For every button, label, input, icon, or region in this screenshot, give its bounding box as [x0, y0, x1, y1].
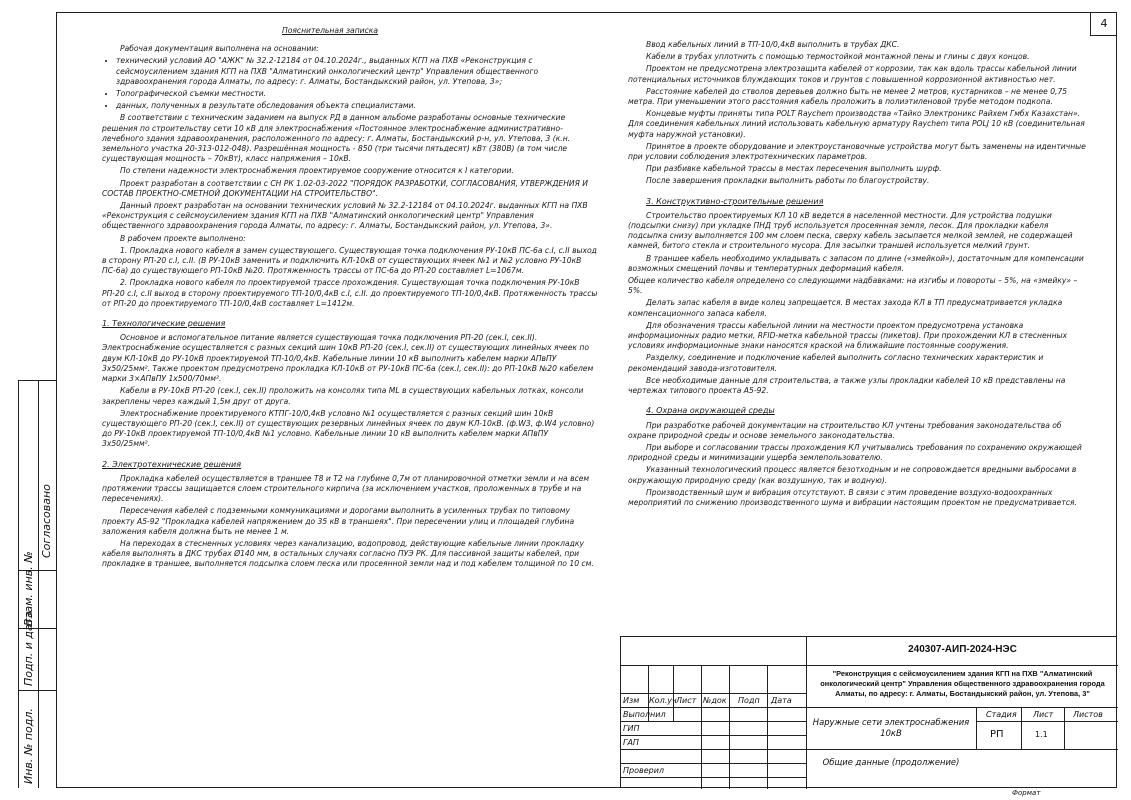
right-column: [628, 40, 1090, 510]
paragraph: 1. Прокладка нового кабеля в замен существующего. Существующая точка подключения РУ-10кВ ПС-6а с.I, с.II выход в сторону РП-20 с.I, с.II. (В РУ-10кВ заменить и подключить КЛ-10кВ от существующих ячеек №1 и №2 условно РУ-10кВ ПС-6а) до существующего РП-10кВ №20. Протяженность трассы от ПС-6а до РП-20 составляет L=1067м.: [102, 245, 597, 276]
paragraph: Электроснабжение проектируемого КТПГ-10/0,4кВ условно №1 осуществляется с разных секций шин 10кВ существующего РП-20 (сек.I, сек.II) от существующих резервных линейных ячеек по двум КЛ-10кВ. (ф.W3, ф.W4 условно) до РУ-10кВ проектируемой ТП-10/0,4кВ №1 условно. Кабельные линии 10 кВ выполнить кабелем марки АПвПУ 3х50/25мм².: [102, 408, 595, 449]
sheet-header: Лист: [1033, 710, 1054, 719]
paragraph: Пересечения кабелей с подземными коммуникациями и дорогами выполнить в усиленных трубах по типовому проекту А5-92 "Прокладка кабелей напряжением до 35 кВ в траншеях". При пересечении улиц и площадей глубина заложения кабеля должна быть не менее 1 м.: [102, 506, 575, 536]
header-ndok: №док: [703, 696, 727, 705]
list-item: • технический условий АО "АЖК" № 32.2-12184 от 04.10.2024г., выданных КГП на ПХВ «Реконструкция с сейсмоусилением здания КГП на ПХВ "Алматинский онкологический центр" Управления общественного здравоохранения города Алматы, по адресу: г. Алматы, Бостандыкский район, ул. Утепова, 3»;: [116, 56, 598, 87]
paragraph: Данный проект разработан на основании технических условий № 32.2-12184 от 04.10.2024г. выданных КГП на ПХВ «Реконструкция с сейсмоусилением здания КГП на ПХВ "Алматинский онкологический центр" Управления общественного здравоохранения города Алматы, по адресу: г. Алматы, Бостандыкский район, ул. Утепова, 3».: [102, 201, 588, 231]
sheets-header: Листов: [1073, 710, 1103, 719]
header-izm: Изм: [623, 696, 640, 705]
header-kol-uch: Кол.уч: [649, 696, 677, 705]
format-label: Формат: [1012, 789, 1041, 797]
paragraph: При разработке рабочей документации на строительство КЛ учтены требования законодательства об охране природной среды и основе земельного законодательства.: [628, 420, 1062, 440]
paragraph: Концевые муфты приняты типа POLT Raychem производства «Тайко Электроникс Райхем Гмбх Казахстан». Для соединения кабельных линий использовать кабельную арматуру Raychem типа POLJ 10 кВ (соединительная муфта наружной установки).: [628, 109, 1085, 139]
paragraph: По степени надежности электроснабжения проектируемое сооружение относится к I категории.: [120, 166, 514, 176]
paragraph: После завершения прокладки выполнить работы по благоустройству.: [646, 176, 930, 186]
paragraph: Прокладка кабелей осуществляется в траншее Т8 и Т2 на глубине 0,7м от планировочной отметки земли и на всем протяжении трассы защищается слоем строительного кирпича (за исключением участков, проложенных в трубе и на пересечениях).: [102, 473, 590, 504]
project-title: "Реконструкция с сейсмоусилением здания КГП на ПХВ "Алматинский онкологический центр" Управления общественного здравоохранения города Алматы, по адресу: г. Алматы, Бостандыкский район, ул. Утепова, 3": [820, 669, 1105, 698]
paragraph: В рабочем проекте выполнено:: [120, 233, 246, 243]
paragraph: При выборе и согласовании трассы прохождения КЛ учитывались требования по сохранению окружающей природной среды и минимизации ущерба землепользователю.: [628, 442, 1082, 463]
stage-value: РП: [990, 729, 1004, 740]
paragraph: Разделку, соединение и подключение кабелей выполнить согласно технических характеристик и рекомендаций завода-изготовителя.: [628, 353, 1044, 373]
binding-strip: [18, 380, 56, 788]
section-heading: 2. Электротехнические решения: [102, 459, 242, 469]
note-title: Пояснительная записка: [281, 26, 379, 35]
section-heading: 4. Охрана окружающей среды: [646, 406, 775, 416]
document-code: 240307-АИП-2024-НЭС: [908, 644, 1017, 655]
role-proveril: Проверил: [623, 766, 665, 775]
title-block: [620, 636, 1117, 788]
paragraph: 2. Прокладка нового кабеля по проектируемой трассе прохождения. Существующая точка подключения РУ-10кВ РП-20 с.I, с.II выход в сторону проектируемого ТП-10/0,4кВ с.I, с.II. до проектируемого ТП-10/0,4кВ. Протяженность трассы от РП-20 до проектируемого ТП-10/0,4кВ составляет L=1412м.: [102, 278, 598, 308]
paragraph: Рабочая документация выполнена на основании:: [120, 44, 319, 54]
page-number: 4: [1090, 12, 1117, 36]
paragraph: Кабели в РУ-10кВ РП-20 (сек.I, сек.II) проложить на консолях типа ML в существующих кабельных лотках, консоли закреплены через каждый 1,5м друг от друга.: [102, 386, 584, 406]
section-heading: 1. Технологические решения: [102, 319, 226, 329]
list-item: • данных, полученных в результате обследования объекта специалистами.: [116, 101, 598, 111]
paragraph: Делать запас кабеля в виде колец запрещается. В местах захода КЛ в ТП предусматривается укладка компенсационного запаса кабеля.: [628, 298, 1063, 318]
paragraph: Расстояние кабелей до стволов деревьев должно быть не менее 2 метров, кустарников – не менее 0,75 метра. При уменьшении этого расстояния кабель проложить в полиэтиленовой трубе методом подкопа.: [628, 86, 1068, 107]
strip-soglasovano: Согласовано: [40, 484, 53, 558]
paragraph: Строительство проектируемых КЛ 10 кВ ведется в населенной местности. Для устройства подушки (подсыпки снизу) при укладке ПНД труб используется просеянная земля, песок. Для прокладки кабеля подсыпка снизу выполняется 100 мм слоем песка, сверху кабель засыпается мелкой землей, не содержащей камней, битого стекла и строительного мусора. Для засыпки траншей используется мелкий грунт.: [628, 210, 1073, 251]
strip-inv-podl: Инв. № подл.: [22, 708, 35, 784]
list-item: • Топографической съемки местности.: [116, 89, 598, 99]
object-name: Наружные сети электроснабжения 10кВ: [812, 717, 970, 738]
paragraph: На переходах в стесненных условиях через канализацию, водопровод, действующие кабельные линии прокладку кабеля выполнять в ДКС трубах Ø140 мм, в остальных случаях согласно ПУЭ РК. Для пассивной защиты кабелей, при прокладке в траншее, выполняется подсыпка слоем песка или просеянной земли над и под кабелем толщиной по 10 см.: [102, 538, 594, 569]
paragraph: Принятое в проекте оборудование и электроустановочные устройства могут быть заменены на идентичные при условии соблюдения электротехнических параметров.: [628, 141, 1086, 162]
paragraph: Указанный технологический процесс является безотходным и не сопровождается вредными выбросами в окружающую природную среду (как воздушную, так и водную).: [628, 465, 1077, 485]
header-list: Лист: [676, 696, 697, 705]
paragraph: Все необходимые данные для строительства, а также узлы прокладки кабелей 10 кВ представлены на чертежах типового проекта А5-92.: [628, 375, 1066, 396]
stage-header: Стадия: [986, 710, 1017, 719]
paragraph: Для обозначения трассы кабельной линии на местности проектом предусмотрена установка информационных радио метки, RFID-метка кабельной трассы (пикетов). При прохождении КЛ в стесненных условиях информационные знаки наносятся краской на ближайшие постоянные сооружения.: [628, 320, 1068, 351]
paragraph: В траншее кабель необходимо укладывать с запасом по длине («змейкой»), достаточным для компенсации возможных смещений почвы и температурных деформаций кабеля.: [628, 253, 1084, 273]
paragraph: Основное и вспомогательное питание является существующая точка подключения РП-20 (сек.I, сек.II). Электроснабжение осуществляется с разных секций шин 10кВ РП-20 (сек.I, сек.II) от существующих линейных ячеек по двум КЛ-10кВ до РУ-10кВ проектируемой ТП-10/0,4кВ. Кабельные линии 10 кВ выполнить кабелем марки АПвПУ 3х50/25мм². Также проектом предусмотрено прокладка КЛ-10кВ от РУ-10кВ ПС-6а (сек.I, сек.II): до РП-10кВ №20 кабелем марки 3×АПвПУ 1х500/70мм².: [102, 333, 594, 384]
header-podp: Подп: [738, 696, 760, 705]
paragraph: Ввод кабельных линий в ТП-10/0,4кВ выполнить в трубах ДКС.: [646, 40, 900, 49]
left-column: [102, 26, 598, 572]
header-data: Дата: [771, 696, 792, 705]
role-gip: ГИП: [623, 724, 640, 733]
paragraph: При разбивке кабельной трассы в местах пересечения выполнить шурф.: [646, 164, 942, 174]
role-vypolnil: Выполнил: [623, 710, 666, 719]
paragraph: В соответствии с техническим заданием на выпуск РД в данном альбоме разработаны основные технические решения по строительству сети 10 кВ для электроснабжения «Постоянное электроснабжение административно-лечебного здания здравоохранения, расположенного по адресу: г. Алматы, Бостандыкский р-н, ул. Утепова, 3 (к.н. земельного участка 20-313-012-048). Разрешённая мощность - 850 (три тысячи пятьдесят) кВт (380В) (в том числе существующая мощность – 70кВт), класс напряжения – 10кВ.: [102, 113, 571, 164]
section-heading: 3. Конструктивно-строительные решения: [646, 196, 824, 206]
basis-list: [102, 56, 598, 111]
paragraph: Проектом не предусмотрена электрозащита кабелей от коррозии, так как вдоль трассы кабельной линии потенциальных источников блуждающих токов и грунтов с повышенной коррозионной активностью нет.: [628, 64, 1077, 84]
role-gap: ГАП: [623, 738, 639, 747]
sheet-value: 1.1: [1035, 730, 1048, 739]
paragraph: Кабели в трубах уплотнить с помощью термостойкой монтажной пены и глины с двух концов.: [646, 52, 1030, 62]
strip-podp-data: Подп. и дата: [22, 611, 35, 686]
sheet-name: Общие данные (продолжение): [822, 757, 960, 767]
paragraph: Производственный шум и вибрация отсутствуют. В связи с этим проведение воздухо-водоохранных мероприятий по снижению производственного шума и вибрации настоящим проектом не предусматривается.: [628, 487, 1077, 507]
strip-vzam-inv: Взам. инв. №: [22, 551, 35, 626]
paragraph: Общее количество кабеля определено со следующими надбавками: на изгибы и повороты – 5%, на «змейку» – 5%.: [628, 276, 1078, 296]
paragraph: Проект разработан в соответствии с СН РК 1.02-03-2022 "ПОРЯДОК РАЗРАБОТКИ, СОГЛАСОВАНИЯ, УТВЕРЖДЕНИЯ И СОСТАВ ПРОЕКТНО-СМЕТНОЙ ДОКУМЕНТАЦИИ НА СТРОИТЕЛЬСТВО".: [102, 178, 588, 198]
